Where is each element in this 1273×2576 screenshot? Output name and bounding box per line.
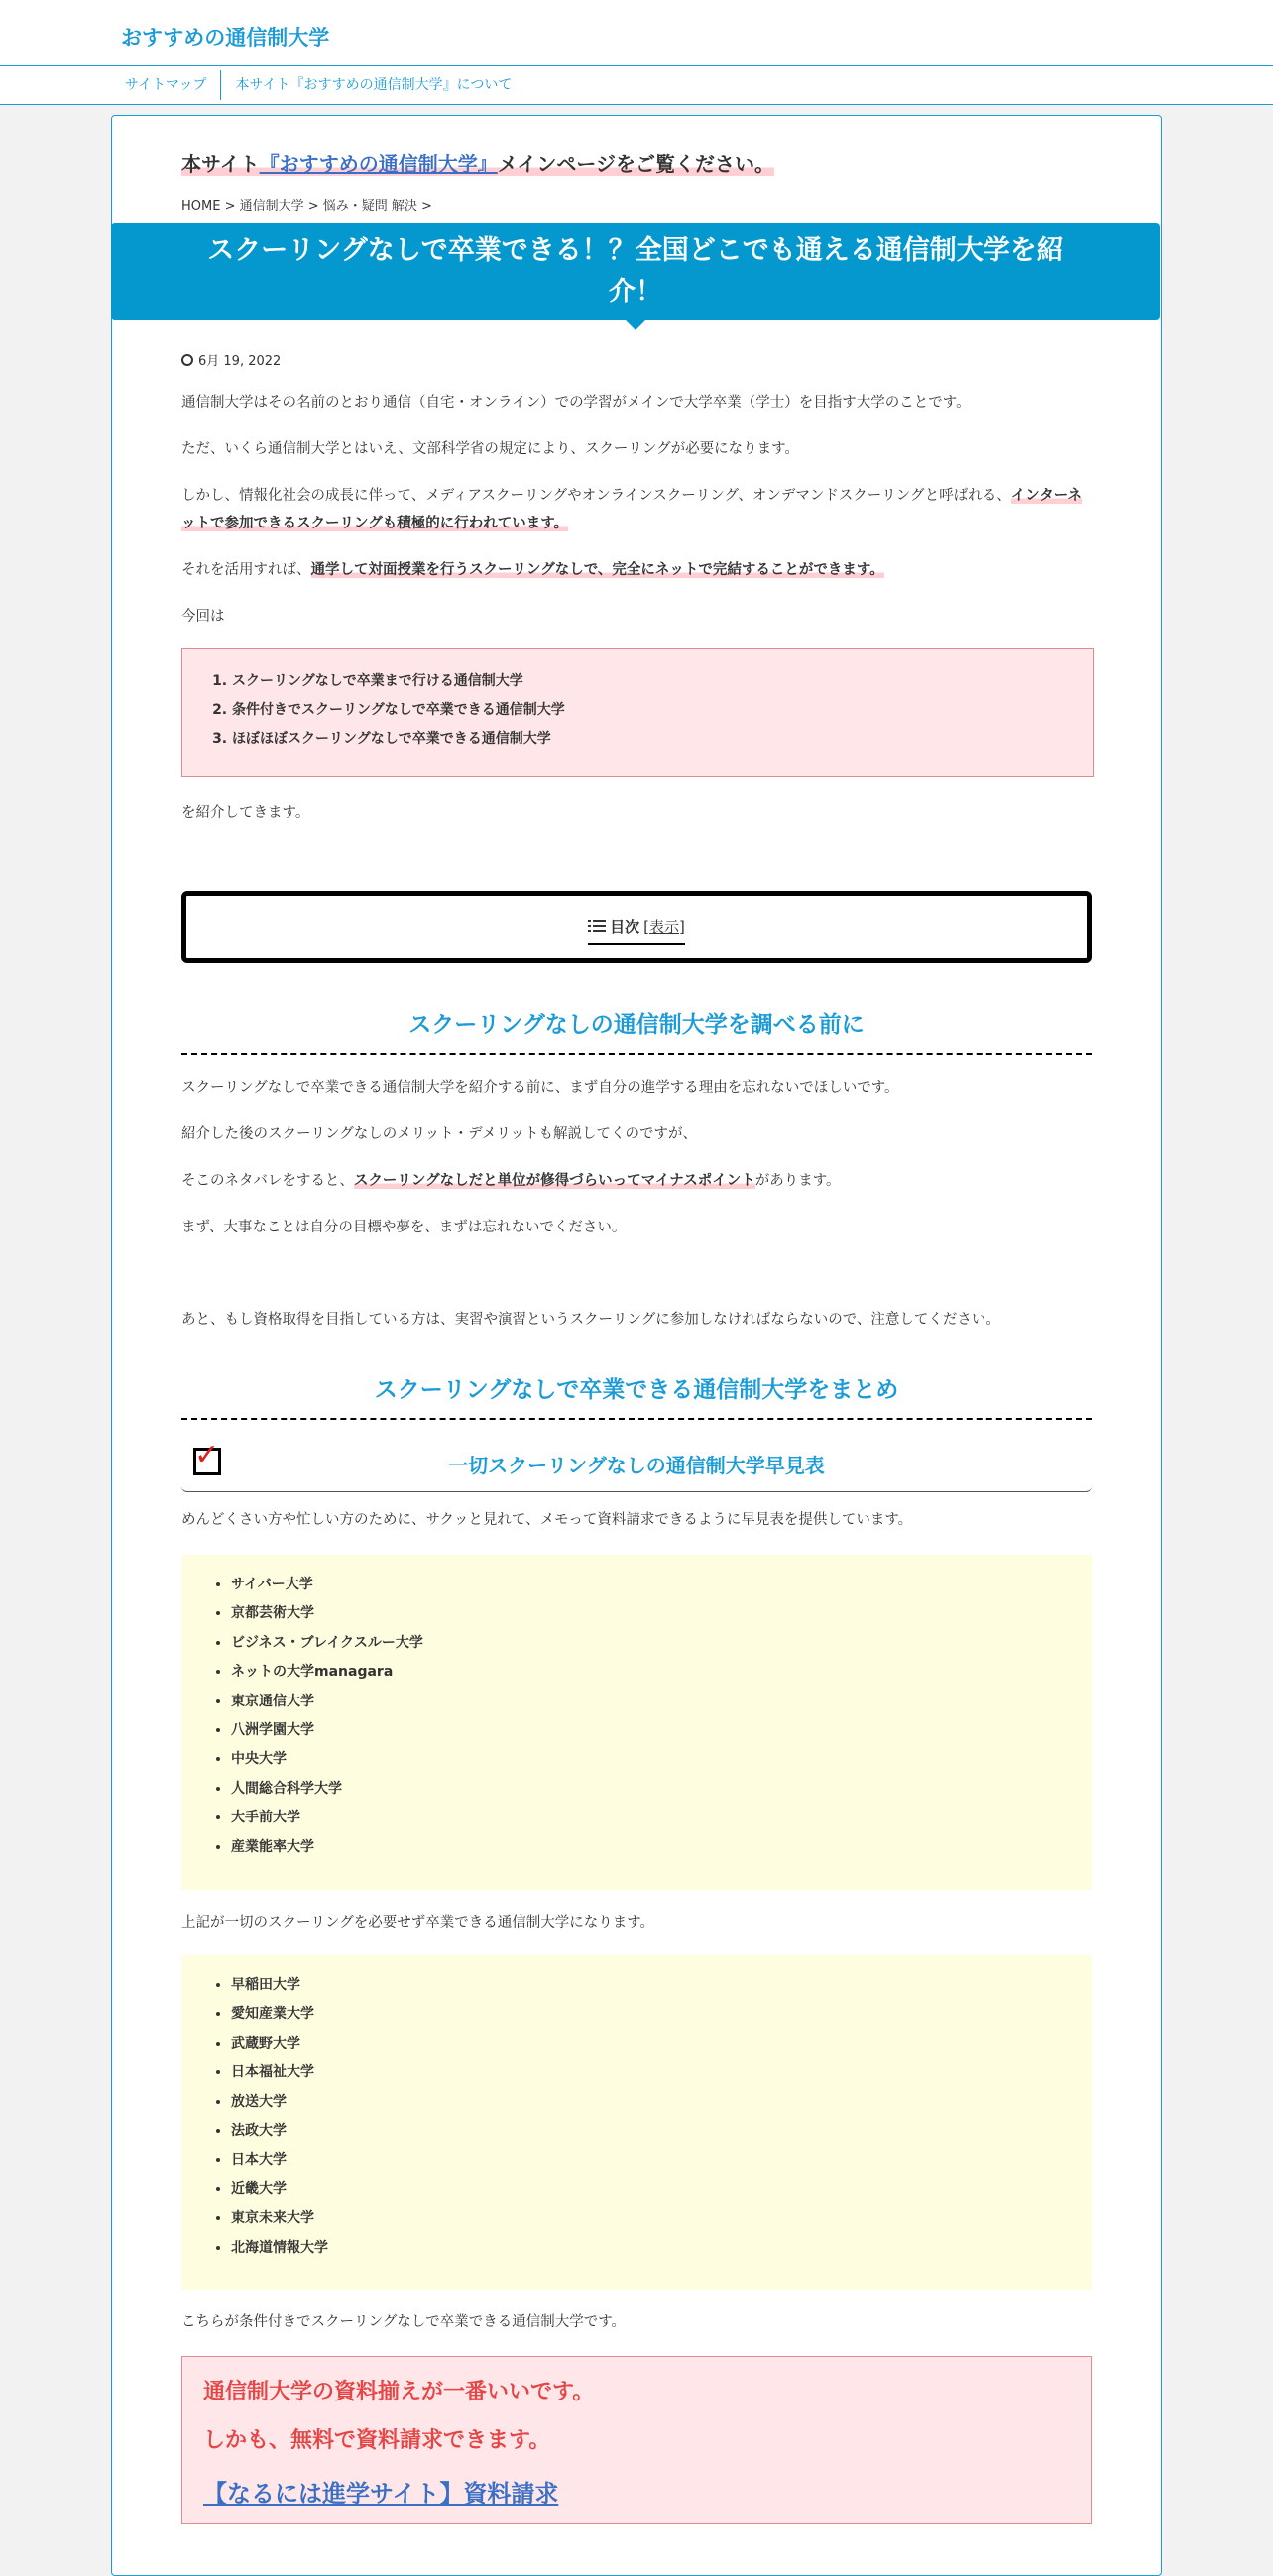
list-item: • 八洲学園大学	[231, 1716, 1092, 1745]
intro-paragraph-4	[181, 556, 1092, 584]
promo-request-link[interactable]: 【なるには進学サイト】資料請求	[203, 2480, 559, 2508]
p4-text: それを活用すれば、	[181, 562, 311, 578]
list-item: • 愛知産業大学	[231, 2000, 1092, 2029]
list-item: • 中央大学	[231, 1745, 1092, 1774]
list-item: • 東京未来大学	[231, 2204, 1092, 2233]
list-item: • 法政大学	[231, 2117, 1092, 2146]
list-item: • 武蔵野大学	[231, 2030, 1092, 2058]
section1-paragraph-1: スクーリングなしで卒業できる通信制大学を紹介する前に、まず自分の進学する理由を忘れないでほしいです。	[181, 1080, 899, 1096]
university-list-box-2	[181, 1955, 1092, 2290]
list-item: 3. ほぼほぼスクーリングなしで卒業できる通信制大学	[232, 725, 1093, 754]
p4-emphasis: 通学して対面授業を行うスクーリングなしで、完全にネットで完結することができます。	[310, 562, 884, 578]
list-icon	[588, 919, 606, 933]
section-heading-2: スクーリングなしで卒業できる通信制大学をまとめ	[181, 1371, 1092, 1420]
s1p3-tail: があります。	[754, 1173, 841, 1189]
list-item: • ビジネス・ブレイクスルー大学	[231, 1629, 1092, 1658]
notice-prefix: 本サイト	[181, 152, 260, 176]
breadcrumb[interactable]: HOME > 通信制大学 > 悩み・疑問 解決 >	[181, 199, 432, 214]
toc-toggle-link[interactable]: 表示	[649, 917, 680, 936]
section-heading-1: スクーリングなしの通信制大学を調べる前に	[181, 1006, 1092, 1055]
intro-paragraph-1: 通信制大学はその名前のとおり通信（自宅・オンライン）での学習がメインで大学卒業（学士）を目指す大学のことです。	[181, 395, 971, 410]
list-item: • 人間総合科学大学	[231, 1775, 1092, 1804]
promo-line-2: しかも、無料で資料請求できます。	[203, 2428, 551, 2453]
table-of-contents	[181, 891, 1092, 963]
nav-item-about[interactable]: 本サイト『おすすめの通信制大学』について	[235, 77, 513, 93]
list-item: • 産業能率大学	[231, 1833, 1092, 1862]
section2-paragraph-3: こちらが条件付きでスクーリングなしで卒業できる通信制大学です。	[181, 2314, 627, 2330]
list-item: • 京都芸術大学	[231, 1599, 1092, 1628]
promo-box	[181, 2356, 1092, 2524]
section1-paragraph-4: まず、大事なことは自分の目標や夢を、まずは忘れないでください。	[181, 1220, 627, 1235]
intro-paragraph-2: ただ、いくら通信制大学とはいえ、文部科学省の規定により、スクーリングが必要になります。	[181, 441, 799, 457]
notice-highlight	[181, 152, 774, 176]
top-nav	[0, 65, 1273, 105]
university-list-box-1	[181, 1555, 1092, 1890]
section1-paragraph-2: 紹介した後のスクーリングなしのメリット・デメリットも解説してくのですが、	[181, 1126, 697, 1142]
clock-icon	[181, 354, 193, 366]
toc-header	[588, 910, 685, 945]
title-banner	[111, 223, 1160, 320]
article-card	[111, 115, 1162, 2576]
post-date-text: 6月 19, 2022	[198, 354, 282, 369]
notice-link[interactable]: 『おすすめの通信制大学』	[259, 152, 498, 176]
list-item: 2. 条件付きでスクーリングなしで卒業できる通信制大学	[232, 696, 1093, 725]
banner-arrow	[625, 319, 646, 330]
s1p3-emphasis: スクーリングなしだと単位が修得づらいってマイナスポイント	[353, 1173, 755, 1189]
university-list-2	[181, 1955, 1092, 2263]
promo-line-1: 通信制大学の資料揃えが一番いいです。	[203, 2380, 595, 2404]
list-item: • 北海道情報大学	[231, 2234, 1092, 2263]
notice-suffix: メインページをご覧ください。	[497, 152, 775, 176]
section1-paragraph-5: あと、もし資格取得を目指している方は、実習や演習というスクーリングに参加しなければならないので、注意してください。	[181, 1312, 1000, 1328]
intro-paragraph-6: を紹介してきます。	[181, 805, 310, 821]
site-title-link[interactable]: おすすめの通信制大学	[121, 26, 330, 50]
nav-item-sitemap[interactable]: サイトマップ	[125, 77, 207, 93]
section1-paragraph-3	[181, 1167, 1092, 1195]
list-item: • 早稲田大学	[231, 1971, 1092, 2000]
sub-heading-block	[181, 1438, 1092, 1492]
list-item: • 東京通信大学	[231, 1688, 1092, 1716]
site-header	[0, 0, 1273, 65]
list-item: • ネットの大学managara	[231, 1658, 1092, 1687]
page-title: スクーリングなしで卒業できる！？全国どこでも通える通信制大学を紹介！	[207, 235, 1064, 307]
post-date	[181, 350, 1092, 369]
toc-label: 目次	[610, 917, 640, 936]
p3-emphasis: インターネットで参加できるスクーリングも積極的に行われています。	[181, 488, 1082, 531]
s1p3-text: そこのネタバレをすると、	[181, 1173, 354, 1189]
main-page-notice	[181, 148, 1092, 176]
list-item: • サイバー大学	[231, 1571, 1092, 1599]
list-item: • 大手前大学	[231, 1804, 1092, 1832]
list-item: • 日本福祉大学	[231, 2058, 1092, 2087]
list-item: • 近畿大学	[231, 2175, 1092, 2204]
summary-list	[182, 649, 1093, 754]
list-item: • 放送大学	[231, 2088, 1092, 2117]
list-item: 1. スクーリングなしで卒業まで行ける通信制大学	[232, 667, 1093, 696]
section2-paragraph-2: 上記が一切のスクーリングを必要せず卒業できる通信制大学になります。	[181, 1915, 655, 1931]
university-list-1	[181, 1555, 1092, 1862]
summary-box	[181, 648, 1094, 777]
intro-paragraph-5: 今回は	[181, 609, 225, 625]
check-mark-icon: ✓	[194, 1438, 220, 1472]
p3-text: しかし、情報化社会の成長に伴って、メディアスクーリングやオンラインスクーリング、オンデマンドスクーリングと呼ばれる、	[181, 488, 1011, 504]
sub-heading: 一切スクーリングなしの通信制大学早見表	[448, 1454, 825, 1477]
section2-paragraph-1: めんどくさい方や忙しい方のために、サクッと見れて、メモって資料請求できるように早見表を提供しています。	[181, 1512, 913, 1528]
intro-paragraph-3	[181, 482, 1092, 537]
toc-toggle[interactable]: [表示]	[643, 917, 685, 936]
list-item: • 日本大学	[231, 2146, 1092, 2174]
